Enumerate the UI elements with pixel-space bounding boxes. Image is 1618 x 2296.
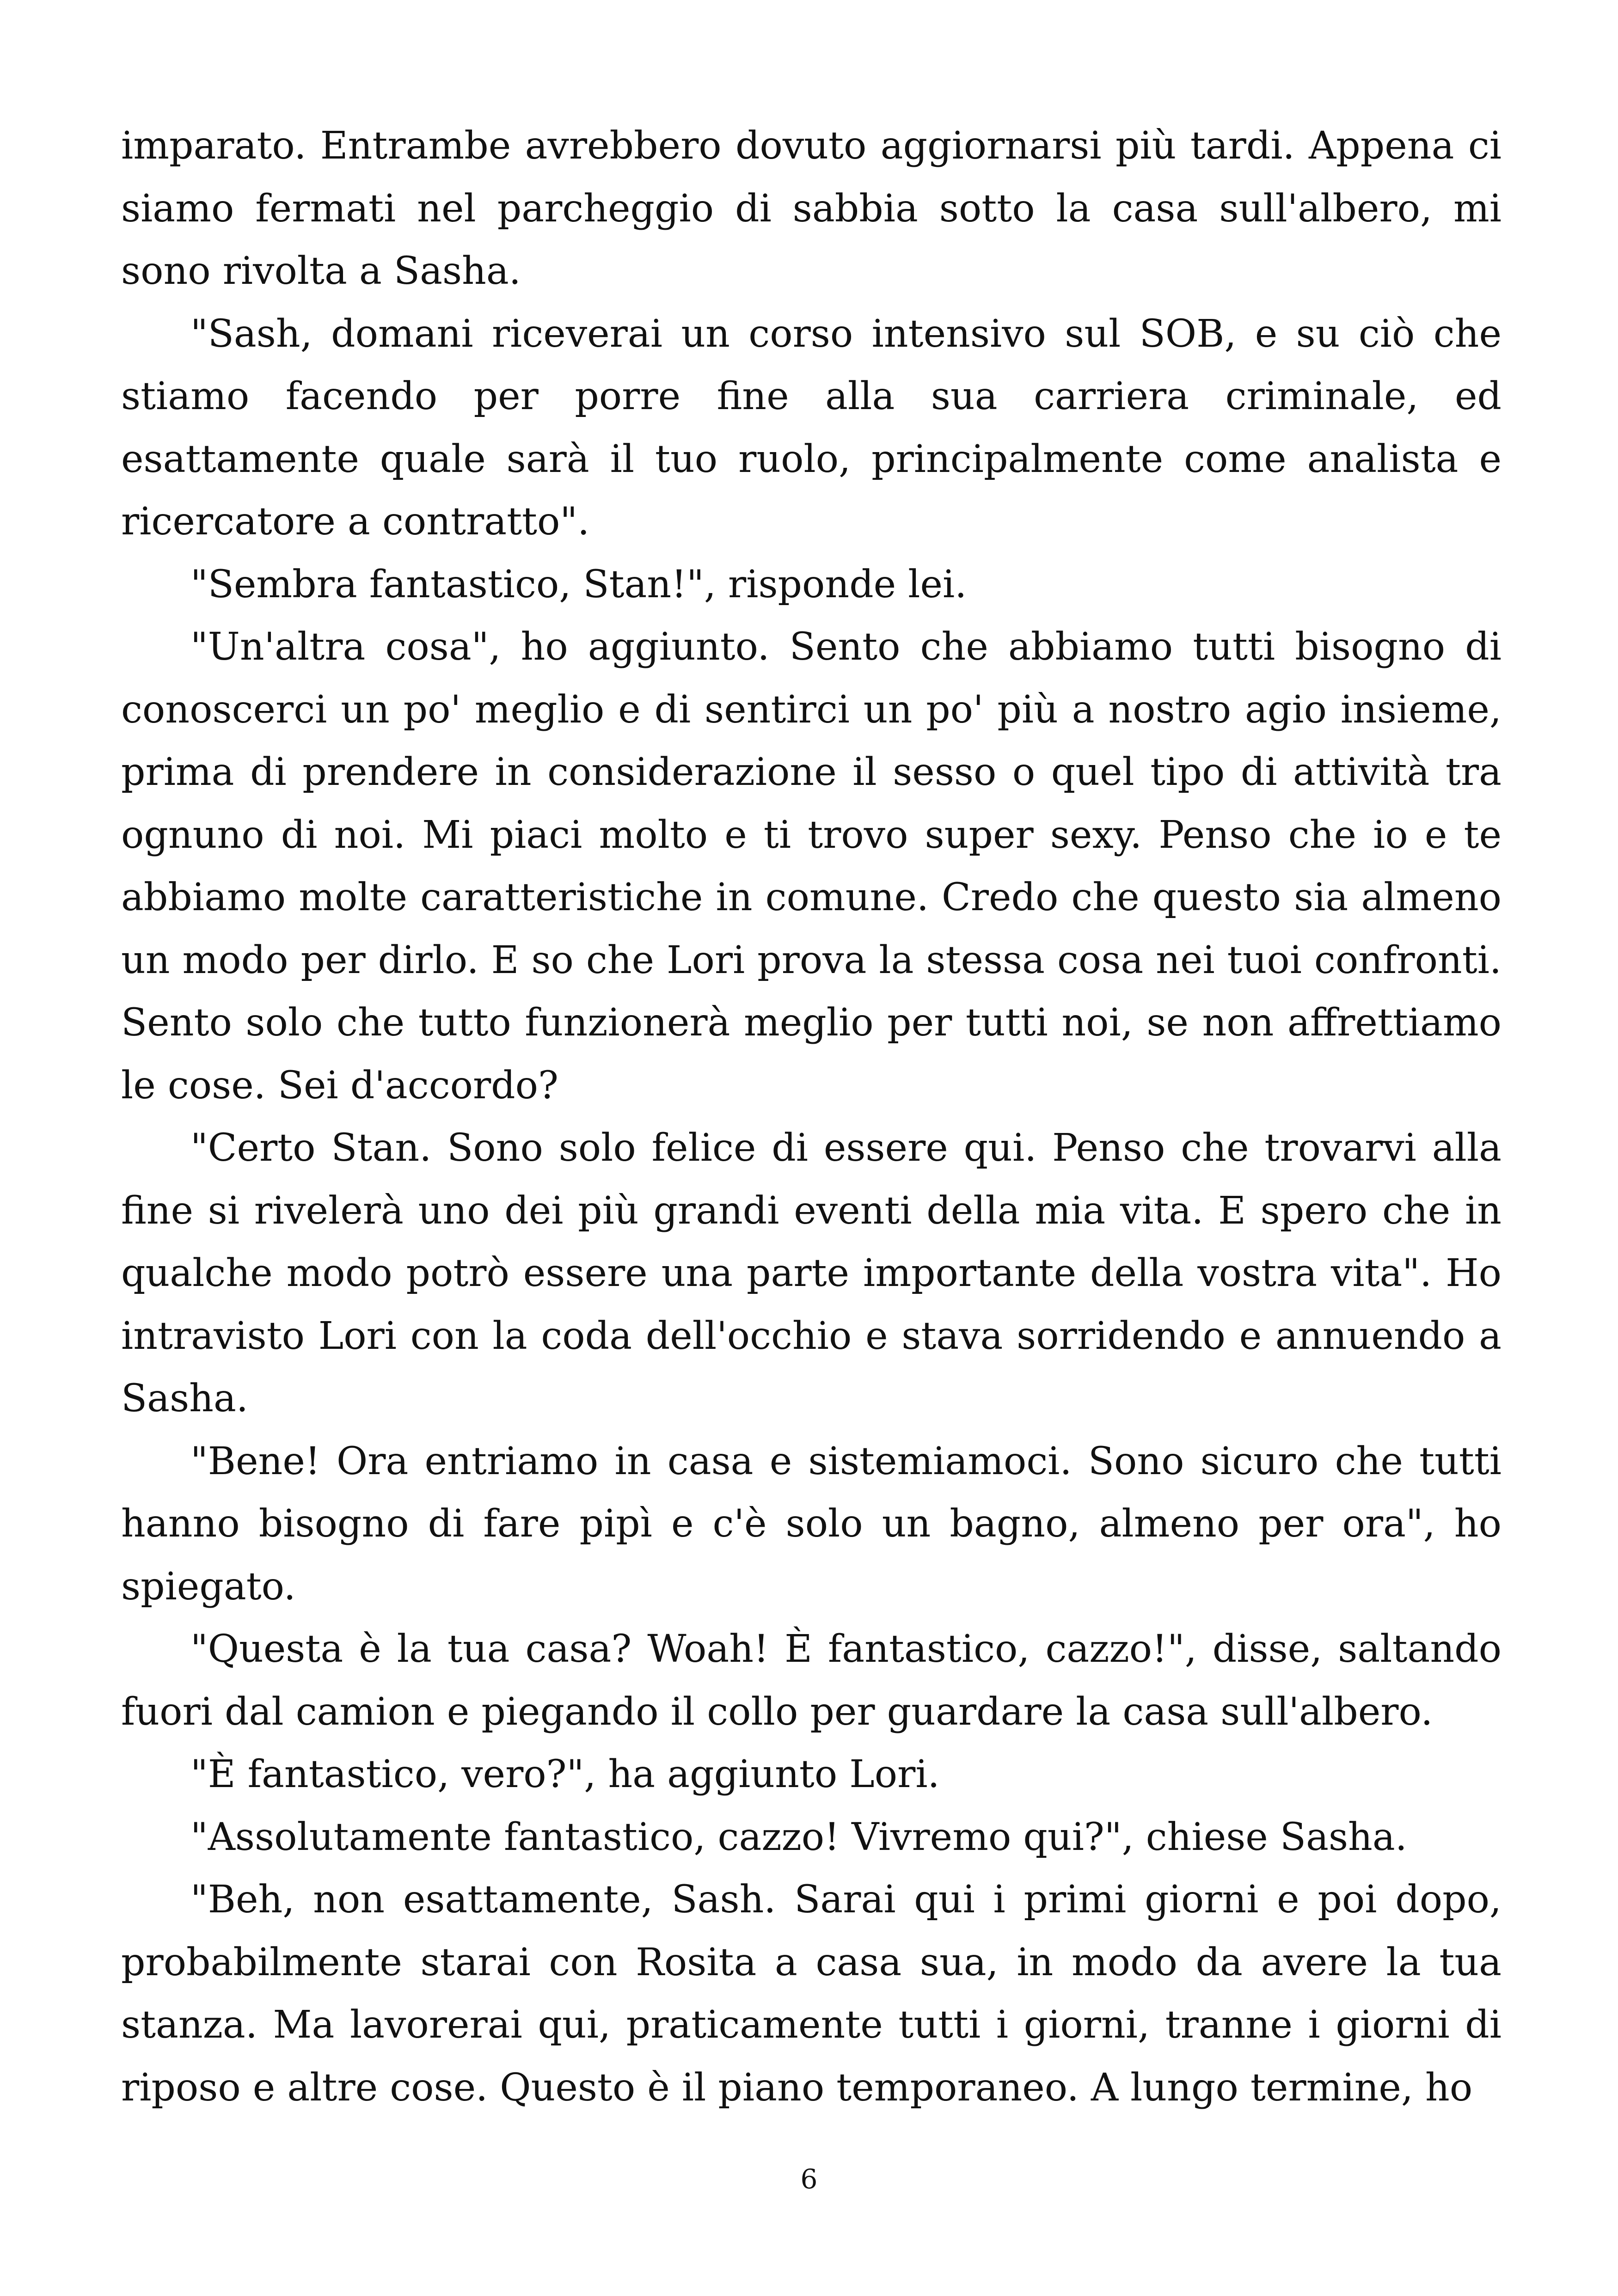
paragraph: "Bene! Ora entriamo in casa e sistemiamoci. Sono sicuro che tutti hanno bisogno di fare pipì e c'è solo un bagno, almeno per ora", ho spiegato. [121, 1439, 1502, 1609]
paragraph: "Beh, non esattamente, Sash. Sarai qui i primi giorni e poi dopo, probabilmente starai con Rosita a casa sua, in modo da avere la tua stanza. Ma lavorerai qui, praticamente tutti i giorni, tranne i giorni di riposo e altre cose. Questo è il piano temporaneo. A lungo termine, ho [121, 1878, 1502, 2110]
paragraph: "Sash, domani riceverai un corso intensivo sul SOB, e su ciò che stiamo facendo per porre fine alla sua carriera criminale, ed esattamente quale sarà il tuo ruolo, principalmente come analista e ricercatore a contratto". [121, 312, 1502, 544]
paragraph: "È fantastico, vero?", ha aggiunto Lori. [190, 1752, 940, 1796]
paragraph: "Sembra fantastico, Stan!", risponde lei. [190, 562, 967, 606]
paragraph: "Certo Stan. Sono solo felice di essere qui. Penso che trovarvi alla fine si rivelerà uno dei più grandi eventi della mia vita. E spero che in qualche modo potrò essere una parte importante della vostra vita". Ho intravisto Lori con la coda dell'occhio e stava sorridendo e annuendo a Sasha. [121, 1126, 1502, 1420]
paragraph: "Un'altra cosa", ho aggiunto. Sento che abbiamo tutti bisogno di conoscerci un po' meglio e di sentirci un po' più a nostro agio insieme, prima di prendere in considerazione il sesso o quel tipo di attività tra ognuno di noi. Mi piaci molto e ti trovo super sexy. Penso che io e te abbiamo molte caratteristiche in comune. Credo che questo sia almeno un modo per dirlo. E so che Lori prova la stessa cosa nei tuoi confronti. Sento solo che tutto funzionerà meglio per tutti noi, se non affrettiamo le cose. Sei d'accordo? [121, 625, 1502, 1108]
paragraph-continuation: imparato. Entrambe avrebbero dovuto aggiornarsi più tardi. Appena ci siamo fermati nel parcheggio di sabbia sotto la casa sull'albero, mi sono rivolta a Sasha. [121, 124, 1502, 293]
page-number: 6 [800, 2163, 818, 2195]
body-text [121, 115, 1502, 2119]
paragraph: "Assolutamente fantastico, cazzo! Vivremo qui?", chiese Sasha. [190, 1815, 1407, 1859]
paragraph: "Questa è la tua casa? Woah! È fantastico, cazzo!", disse, saltando fuori dal camion e piegando il collo per guardare la casa sull'albero. [121, 1627, 1502, 1734]
